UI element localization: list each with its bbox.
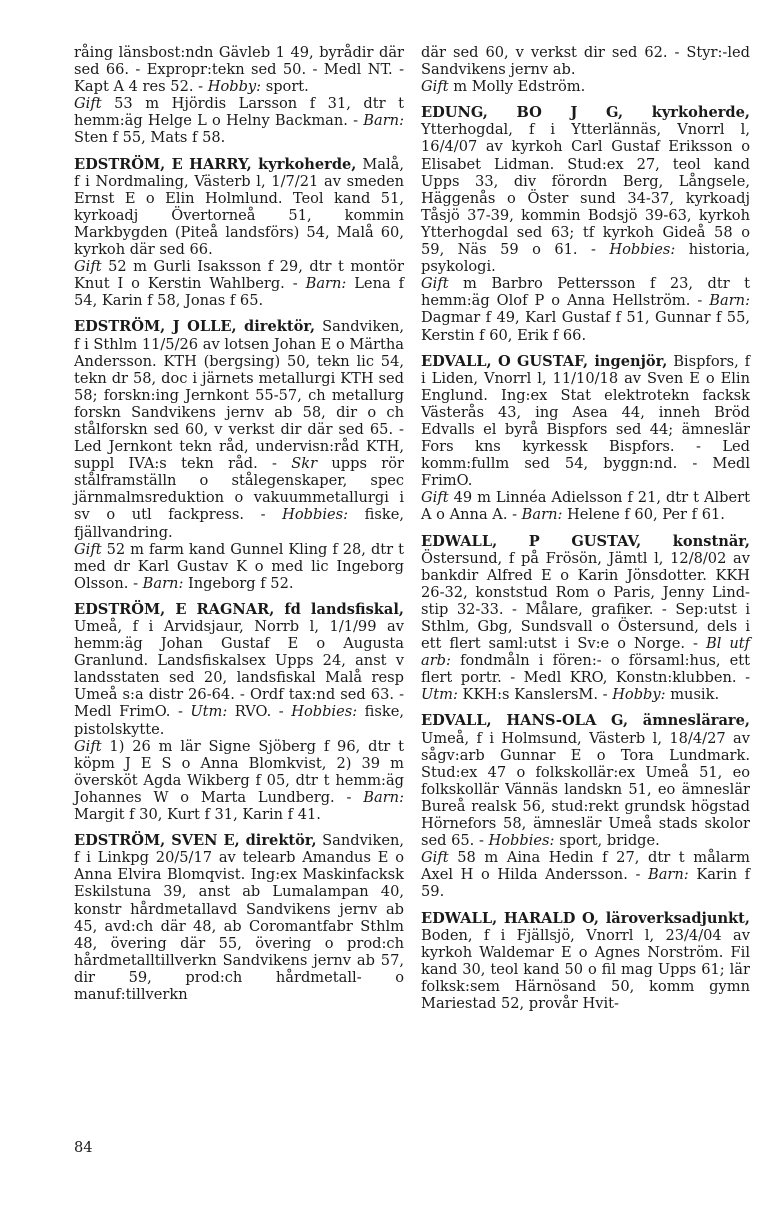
hobby-text: fiske, fjällvandring. (74, 506, 404, 541)
entry-text: Boden, f i Fjällsjö, Vnorrl l, 23/4/04 av kyrkoh Waldemar E o Agnes Norström. Fil kand 30, teol kand 50 o fil mag Upps 61; lär folksk:sem Härnösand 50, komm gymn Mariestad 52, provår Hvit- (421, 926, 750, 1012)
barn-text: Karin f 59. (421, 866, 750, 901)
entry-body (421, 104, 750, 275)
entry-continuation-right (421, 44, 750, 95)
gift-label: Gift (74, 95, 102, 113)
entry-edstrom-ragnar (74, 601, 404, 823)
entry-body (421, 910, 750, 1013)
entry-body (74, 601, 404, 738)
barn-text: Ingeborg f 52. (183, 574, 294, 592)
hobby-label: Hobby: (207, 78, 262, 96)
barn-label: Barn: (648, 866, 689, 884)
entry-text: Malå, f i Nordmaling, Västerb l, 1/7/21 av smeden Ernst E o Elin Holmlund. Teol kand 51, kyrkoadj Övertorneå 51, kommin Markbygden (Piteå landsförs) 54, Malå 60, kyrkoh där sed 66. (74, 155, 404, 259)
gift-text: 52 m Gurli Isaksson f 29, dtr t montör Knut I o Kerstin Wahlberg. - (74, 258, 404, 293)
barn-label: Barn: (709, 292, 750, 310)
entry-edstrom-sven (74, 832, 404, 1003)
gift-label: Gift (421, 275, 449, 293)
hobby-label: Hobbies: (609, 241, 676, 259)
gift-text: m Molly Edström. (448, 78, 586, 96)
barn-text: Sten f 55, Mats f 58. (74, 129, 226, 147)
arb-label: Bl utf arb: (421, 635, 751, 670)
gift-text: 49 m Linnéa Adielsson f 21, dtr t Albert A o Anna A. - (421, 489, 750, 524)
barn-text: Helene f 60, Per f 61. (562, 506, 725, 524)
hobby-label: Hobbies: (488, 832, 555, 850)
entry-edung-bo (421, 104, 750, 343)
barn-text: Lena f 54, Karin f 58, Jonas f 65. (74, 275, 404, 310)
entry-text: där sed 60, v verkst dir sed 62. - Styr:-led Sandvikens jernv ab. (421, 44, 750, 79)
gift-text: 52 m farm kand Gunnel Kling f 28, dtr t med dr Karl Gustav K o med lic Ingeborg Olsson. - (74, 540, 404, 592)
entry-text: Sandviken, f i Sthlm 11/5/26 av lotsen Johan E o Märtha Andersson. KTH (bergsing) 50, tekn lic 54, tekn dr 58, doc i järnets metallurgi KTH sed 58; forskn:ing Jernkont 55-57, ch metallurg forskn Sandvikens jernv ab 58, dir o ch stålforskn sed 60, v verkst dir där sed 65. - Led Jernkont tekn råd, undervisn:råd KTH, suppl IVA:s tekn råd. - (74, 318, 404, 473)
entry-edstrom-harry (74, 156, 404, 310)
entry-edwall-harald (421, 910, 750, 1013)
entry-continuation-left (74, 44, 404, 147)
entry-family (74, 738, 404, 823)
entry-body (421, 533, 750, 704)
entry-body (421, 353, 750, 490)
entry-family (421, 275, 750, 343)
entry-body (74, 156, 404, 259)
entry-family (421, 78, 750, 95)
entry-family (74, 541, 404, 592)
hobby-label: Hobbies: (282, 506, 349, 524)
entry-edvall-gustaf (421, 353, 750, 524)
skr-label: Skr (291, 455, 318, 473)
entry-family (74, 95, 404, 146)
utm-label: Utm: (421, 686, 458, 704)
entry-heading: EDVALL, HANS-OLA G, ämneslärare, (421, 712, 750, 730)
hobby-label: Hobby: (612, 686, 666, 704)
gift-label: Gift (421, 849, 449, 867)
entry-edstrom-olle (74, 318, 404, 592)
entry-edwall-gustav (421, 533, 750, 704)
barn-text: Margit f 30, Kurt f 31, Karin f 41. (74, 806, 321, 824)
entry-text: råing länsbost:ndn Gävleb 1 49, byrådir där sed 66. - Expropr:tekn sed 50. - Medl NT. - Kapt A 4 res 52. - (74, 44, 404, 96)
page (74, 44, 750, 1194)
gift-label: Gift (74, 258, 102, 276)
entry-body (74, 44, 404, 95)
gift-label: Gift (74, 737, 102, 755)
barn-label: Barn: (305, 275, 347, 293)
entry-text: Östersund, f på Frösön, Jämtl l, 12/8/02 av bankdir Alfred E o Karin Jönsdotter. KKH 26-32, konststud Rom o Paris, Jenny Lind-stip 32-33. - Målare, grafiker. - Sep:utst i Sthlm, Gbg, Sundsvall o Östersund, dels i ett flert saml:utst i Sv:e o Norge. - (421, 549, 750, 653)
gift-label: Gift (74, 540, 102, 558)
entry-body (74, 832, 404, 1003)
utm-text: KKH:s KanslersM. - (457, 686, 613, 704)
left-column (74, 44, 404, 1012)
entry-heading: EDSTRÖM, J OLLE, direktör, (74, 318, 316, 336)
hobby-text: sport. (261, 78, 309, 96)
entry-edvall-hans-ola (421, 712, 750, 900)
hobby-text: musik. (665, 686, 720, 704)
gift-text: 1) 26 m lär Signe Sjöberg f 96, dtr t köpm J E S o Anna Blomkvist, 2) 39 m översköt Agda Wikberg f 05, dtr t hemm:äg Johannes W o Marta Lundberg. - (74, 737, 404, 806)
hobby-text: sport, bridge. (554, 832, 660, 850)
entry-text: Umeå, f i Holmsund, Västerb l, 18/4/27 av sågv:arb Gunnar E o Tora Lundmark. Stud:ex 47 o folkskollär:ex Umeå 51, eo folkskollär Vännäs landskn 51, eo ämneslär Bureå realsk 56, stud:rekt grundsk högstad Hörnefors 58, ämneslär Umeå stads skolor sed 65. - (421, 729, 750, 850)
entry-text: Sandviken, f i Linkpg 20/5/17 av telearb Amandus E o Anna Elvira Blomqvist. Ing:ex Maskinfacksk Eskilstuna 39, anst ab Lumalampan 40, konstr hårdmetallavd Sandvikens jernv ab 45, avd:ch där 48, ab Coromantfabr Sthlm 48, övering där 55, övering o prod:ch hårdmetalltillverkn Sandvikens jernv ab 57, dir 59, prod:ch hårdmetall- o manuf:tillverkn (74, 832, 404, 1003)
entry-body (74, 318, 404, 540)
entry-heading: EDSTRÖM, E RAGNAR, fd landsfiskal, (74, 600, 404, 618)
entry-heading: EDWALL, HARALD O, läroverksadjunkt, (421, 909, 750, 927)
gift-label: Gift (421, 78, 449, 96)
barn-label: Barn: (363, 112, 404, 130)
hobby-text: fiske, pistolskytte. (74, 703, 404, 738)
gift-text: 58 m Aina Hedin f 27, dtr t målarm Axel H o Hilda Andersson. - (421, 849, 750, 884)
entry-text: Umeå, f i Arvidsjaur, Norrb l, 1/1/99 av hemm:äg Johan Gustaf E o Augusta Granlund. Landsfiskalsex Upps 24, anst v landsstaten sed 20, landsfiskal Malå resp Umeå s:a distr 26-64. - Ordf tax:nd sed 63. - Medl FrimO. - (74, 618, 404, 721)
entry-text: Ytterhogdal, f i Ytterlännäs, Vnorrl l, 16/4/07 av kyrkoh Carl Gustaf Eriksson o Elisabet Lidman. Stud:ex 27, teol kand Upps 33, div förordn Berg, Långsele, Häggenås o Öster sund 34-37, kyrkoadj Tåsjö 37-39, kommin Bodsjö 39-63, kyrkoh Ytterhogdal sed 63; tf kyrkoh Gideå 58 o 59, Näs 59 o 61. - (421, 121, 750, 259)
entry-heading: EDSTRÖM, SVEN E, direktör, (74, 832, 317, 850)
gift-label: Gift (421, 489, 449, 507)
hobby-label: Hobbies: (291, 703, 358, 721)
entry-heading: EDWALL, P GUSTAV, konstnär, (421, 532, 750, 550)
right-column (421, 44, 750, 1021)
entry-heading: EDSTRÖM, E HARRY, kyrkoherde, (74, 155, 357, 173)
gift-text: 53 m Hjördis Larsson f 31, dtr t hemm:äg Helge L o Helny Backman. - (74, 95, 404, 130)
entry-family (421, 849, 750, 900)
entry-family (421, 489, 750, 523)
entry-family (74, 258, 404, 309)
utm-text: RVO. - (227, 703, 292, 721)
barn-label: Barn: (363, 788, 404, 806)
barn-label: Barn: (142, 574, 184, 592)
entry-heading: EDVALL, O GUSTAF, ingenjör, (421, 352, 668, 370)
barn-text: Dagmar f 49, Karl Gustaf f 51, Gunnar f 55, Kerstin f 60, Erik f 66. (421, 309, 750, 344)
hobby-text: historia, psykologi. (421, 241, 750, 276)
utm-label: Utm: (190, 703, 228, 721)
entry-body (421, 712, 750, 849)
entry-text: Bispfors, f i Liden, Vnorrl l, 11/10/18 av Sven E o Elin Englund. Ing:ex Stat elektrotekn facksk Västerås 43, ing Asea 44, inneh Bröd Edvalls el byrå Bispfors sed 44; ämneslär Fors kns kyrkessk Bispfors. - Led komm:fullm sed 54, byggn:nd. - Medl FrimO. (421, 352, 750, 490)
arb-text: fondmåln i fören:- o församl:hus, ett flert portr. - Medl KRO, Konstn:klubben. - (421, 652, 750, 687)
barn-label: Barn: (521, 506, 563, 524)
entry-body (421, 44, 750, 78)
gift-text: m Barbro Pettersson f 23, dtr t hemm:äg Olof P o Anna Hellström. - (421, 275, 750, 310)
entry-heading: EDUNG, BO J G, kyrkoherde, (421, 104, 750, 122)
page-number: 84 (74, 1139, 93, 1156)
skr-text: upps rör stålframställn o stålegenskaper, spec järnmalmsreduktion o vakuummetallurgi i sv o utl fackpress. - (74, 455, 404, 524)
